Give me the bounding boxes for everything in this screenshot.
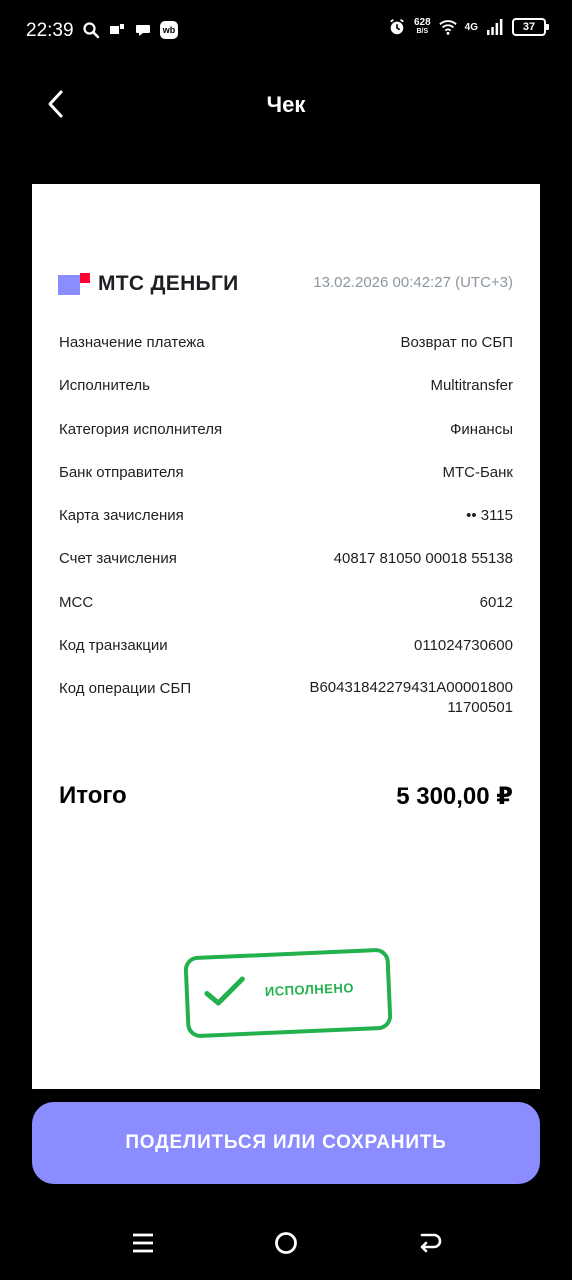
- menu-icon: [128, 1228, 158, 1258]
- alarm-icon: [388, 18, 406, 36]
- back-nav-button[interactable]: [414, 1228, 444, 1258]
- receipt-row: [59, 550, 513, 593]
- row-label: Категория исполнителя: [59, 420, 223, 438]
- logo-text: МТС ДЕНЬГИ: [98, 272, 239, 295]
- row-value: B60431842279431A00001800 11700501: [309, 679, 513, 717]
- share-or-save-button[interactable]: ПОДЕЛИТЬСЯ ИЛИ СОХРАНИТЬ: [32, 1102, 540, 1184]
- back-arrow-icon: [414, 1228, 444, 1258]
- wifi-icon: [439, 18, 457, 36]
- row-label: Исполнитель: [59, 377, 150, 395]
- network-type: 4G: [464, 21, 478, 33]
- receipt-row: [59, 421, 513, 464]
- status-left-icons: [82, 21, 178, 39]
- network-speed: [414, 18, 431, 36]
- total-label: Итого: [59, 782, 127, 809]
- status-right-icons: [388, 18, 546, 36]
- wb-app-icon: wb: [160, 21, 178, 39]
- speed-value: 628: [413, 17, 431, 28]
- logo-mark-icon: [58, 273, 90, 295]
- row-value: Возврат по СБП: [400, 334, 513, 351]
- row-value: 011024730600: [414, 637, 513, 655]
- row-label: Банк отправителя: [59, 463, 184, 481]
- row-value: •• 3115: [466, 507, 513, 525]
- receipt-row: [59, 680, 513, 723]
- row-label: Код операции СБП: [59, 680, 192, 698]
- menu-button[interactable]: [128, 1228, 158, 1258]
- receipt-row: [59, 377, 513, 420]
- stamp-label: ИСПОЛНЕНО: [264, 980, 355, 999]
- system-nav-bar: [0, 1210, 572, 1280]
- row-label: MCC: [59, 593, 94, 611]
- receipt-rows: [59, 334, 513, 724]
- battery-indicator: 37: [512, 18, 546, 36]
- total-amount: 5 300,00 ₽: [396, 783, 513, 810]
- home-circle-icon: [271, 1228, 301, 1258]
- row-value: Multitransfer: [430, 377, 513, 395]
- home-button[interactable]: [271, 1228, 301, 1258]
- mts-money-logo: [58, 272, 239, 296]
- receipt-datetime: 13.02.2026 00:42:27 (UTC+3): [313, 274, 513, 291]
- cast-icon: [108, 21, 126, 39]
- page-title: Чек: [266, 92, 306, 117]
- row-value: 6012: [479, 593, 513, 611]
- chat-icon: [134, 21, 152, 39]
- row-label: Код транзакции: [59, 637, 168, 655]
- receipt-row: [59, 637, 513, 680]
- row-label: Карта зачисления: [59, 507, 184, 525]
- signal-icon: [486, 18, 504, 36]
- receipt-row: [59, 507, 513, 550]
- receipt-row: [59, 594, 513, 637]
- row-value: Финансы: [450, 420, 513, 438]
- row-value: МТС-Банк: [442, 463, 513, 481]
- status-time: 22:39: [26, 20, 74, 41]
- receipt-row: [59, 464, 513, 507]
- row-value: 40817 81050 00018 55138: [333, 550, 513, 568]
- row-label: Назначение платежа: [59, 334, 205, 351]
- row-label: Счет зачисления: [59, 550, 177, 568]
- receipt-card: [32, 184, 540, 1089]
- completed-stamp: [183, 948, 392, 1039]
- speed-unit: B/S: [416, 28, 429, 35]
- receipt-row: [59, 334, 513, 377]
- search-icon: [82, 21, 100, 39]
- receipt-total: [59, 782, 513, 811]
- checkmark-icon: [202, 974, 247, 1010]
- app-header: [0, 70, 572, 140]
- status-bar: [0, 0, 572, 64]
